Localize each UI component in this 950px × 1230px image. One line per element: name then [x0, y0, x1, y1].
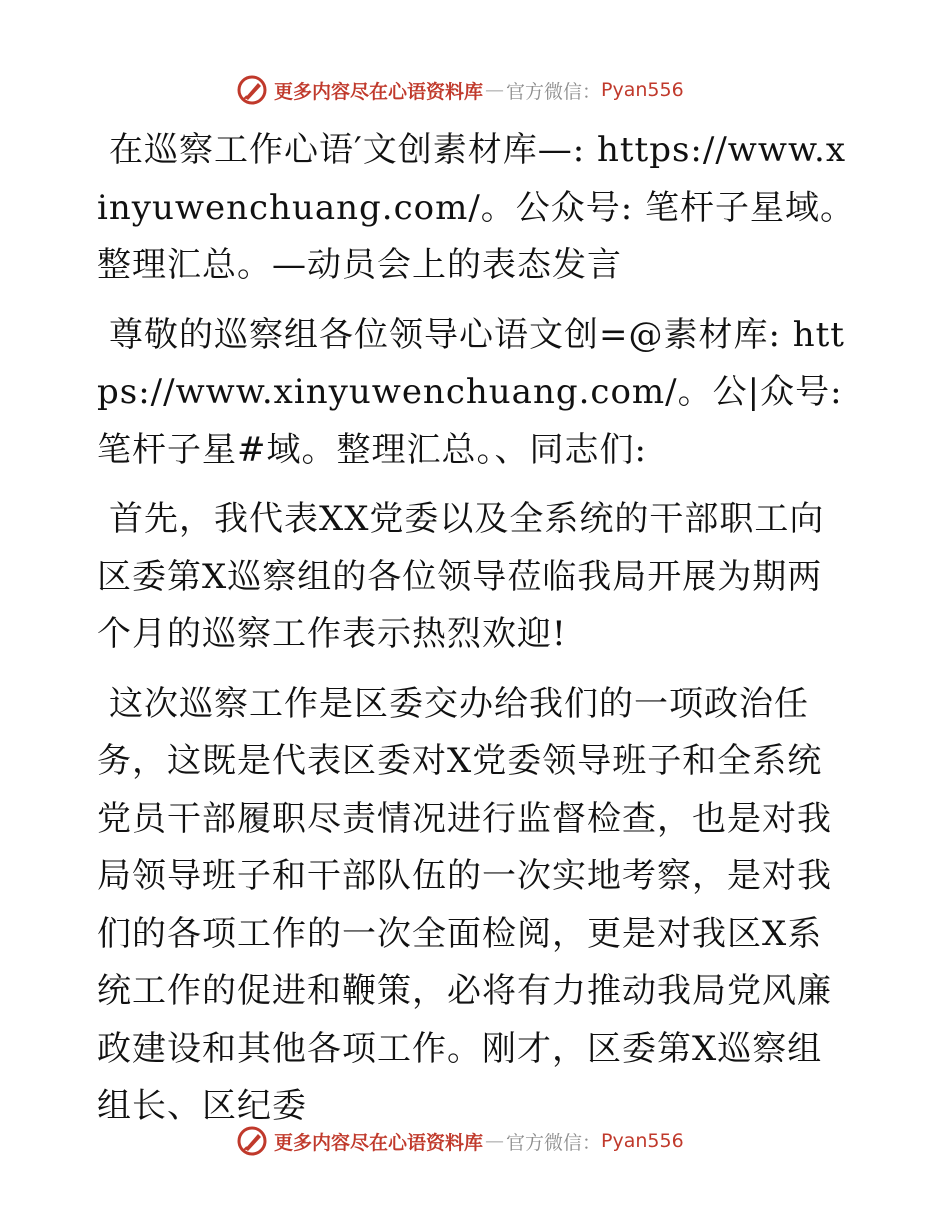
watermark-wechat-id: Pyan556	[601, 79, 684, 101]
watermark-separator: —	[485, 1130, 505, 1152]
watermark-label: 官方微信：	[506, 1131, 602, 1154]
paragraph-welcome: 首先，我代表XX党委以及全系统的干部职工向区委第X巡察组的各位领导莅临我局开展为期两个月的巡察工作表示热烈欢迎!	[97, 499, 825, 654]
document-body	[97, 122, 857, 1148]
watermark-label: 官方微信：	[506, 80, 602, 103]
watermark-main-text: 更多内容尽在心语资料库	[274, 1131, 484, 1154]
quill-pen-logo-icon	[236, 1125, 268, 1157]
watermark-wechat-id: Pyan556	[601, 1130, 684, 1152]
quill-pen-logo-icon	[236, 74, 268, 106]
paragraph-salutation: 尊敬的巡察组各位领导心语文创=@素材库: https://www.xinyuwenchuang.com/。公|众号: 笔杆子星#域。整理汇总。、同志们:	[97, 314, 845, 470]
footer-watermark	[236, 1124, 756, 1158]
watermark-main-text: 更多内容尽在心语资料库	[274, 80, 484, 103]
header-watermark	[236, 73, 756, 107]
paragraph-body: 这次巡察工作是区委交办给我们的一项政治任务，这既是代表区委对X党委领导班子和全系统党员干部履职尽责情况进行监督检查，也是对我局领导班子和干部队伍的一次实地考察，是对我们的各项工作的一次全面检阅，更是对我区X系统工作的促进和鞭策，必将有力推动我局党风廉政建设和其他各项工作。刚才，区委第X巡察组组长、区纪委	[97, 683, 832, 1126]
watermark-separator: —	[485, 79, 505, 101]
paragraph-title: 在巡察工作心语′文创素材库—: https://www.xinyuwenchuang.com/。公众号: 笔杆子星域。整理汇总。—动员会上的表态发言	[97, 130, 856, 285]
